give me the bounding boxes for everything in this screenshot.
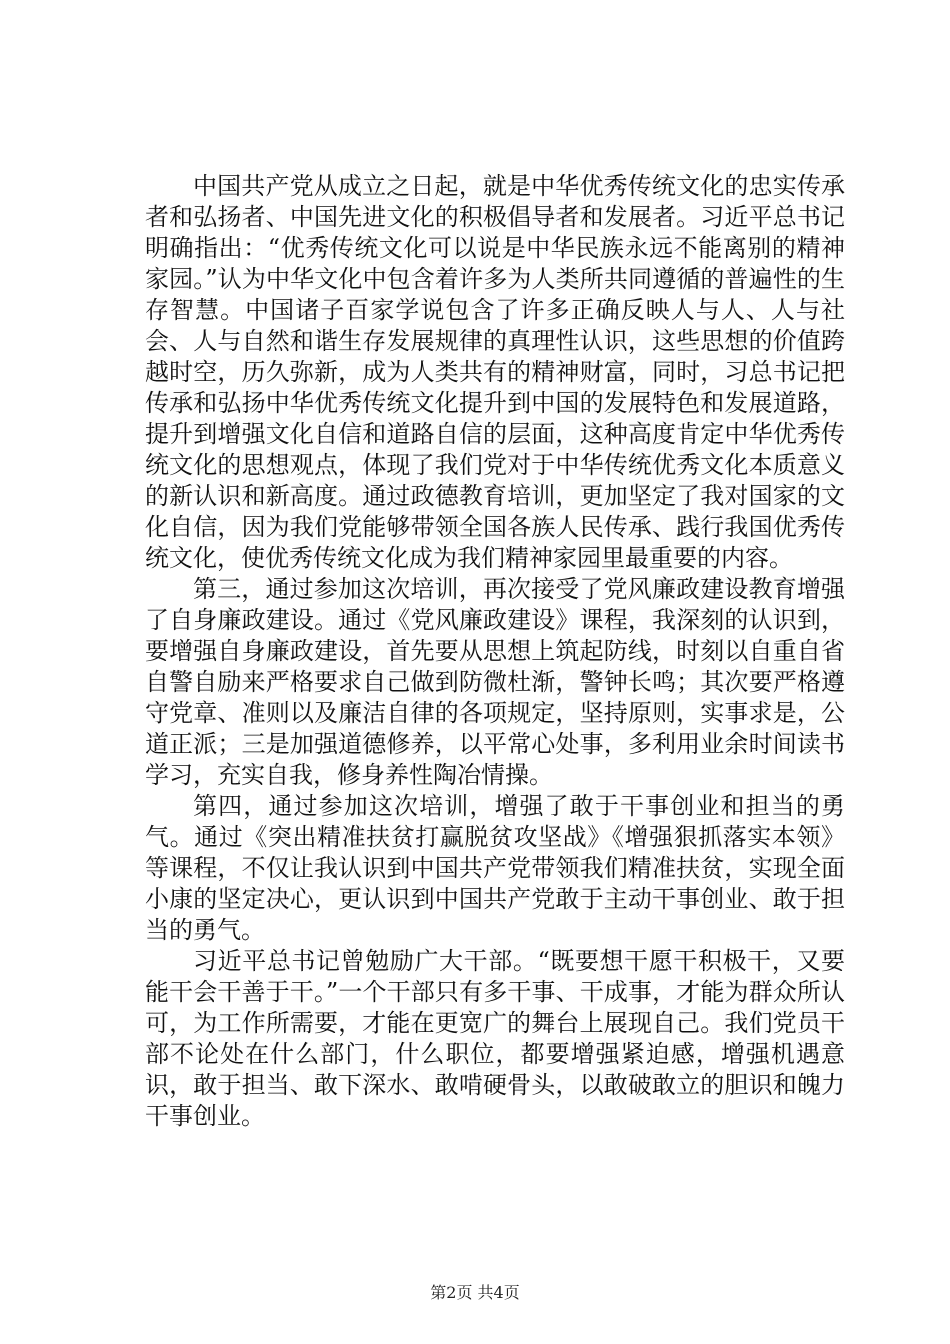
paragraph-xi-encouragement: 习近平总书记曾勉励广大干部。“既要想干愿干积极干，又要能干会干善于干。”一个干部只有多干事、干成事，才能为群众所认可，为工作所需要，才能在更宽广的舞台上展现自己。我们党员干部不论处在什么部门，什么职位，都要增强紧迫感，增强机遇意识，敢于担当、敢下深水、敢啃硬骨头，以敢破敢立的胆识和魄力干事创业。 [145, 947, 845, 1130]
document-body [145, 171, 845, 1132]
paragraph-fourth-courage: 第四，通过参加这次培训，增强了敢于干事创业和担当的勇气。通过《突出精准扶贫打赢脱贫攻坚战》《增强狠抓落实本领》等课程，不仅让我认识到中国共产党带领我们精准扶贫，实现全面小康的坚定决心，更认识到中国共产党敢于主动干事创业、敢于担当的勇气。 [145, 792, 845, 944]
paragraph-cultural-confidence: 中国共产党从成立之日起，就是中华优秀传统文化的忠实传承者和弘扬者、中国先进文化的积极倡导者和发展者。习近平总书记明确指出：“优秀传统文化可以说是中华民族永远不能离别的精神家园。”认为中华文化中包含着许多为人类所共同遵循的普遍性的生存智慧。中国诸子百家学说包含了许多正确反映人与人、人与社会、人与自然和谐生存发展规律的真理性认识，这些思想的价值跨越时空，历久弥新，成为人类共有的精神财富，同时，习总书记把传承和弘扬中华优秀传统文化提升到中国的发展特色和发展道路，提升到增强文化自信和道路自信的层面，这种高度肯定中华优秀传统文化的思想观点，体现了我们党对于中华传统优秀文化本质意义的新认识和新高度。通过政德教育培训，更加坚定了我对国家的文化自信，因为我们党能够带领全国各族人民传承、践行我国优秀传统文化，使优秀传统文化成为我们精神家园里最重要的内容。 [145, 172, 845, 572]
paragraph-third-integrity: 第三，通过参加这次培训，再次接受了党风廉政建设教育增强了自身廉政建设。通过《党风廉政建设》课程，我深刻的认识到，要增强自身廉政建设，首先要从思想上筑起防线，时刻以自重自省自警自励来严格要求自己做到防微杜渐，警钟长鸣；其次要严格遵守党章、准则以及廉洁自律的各项规定，坚持原则，实事求是，公道正派；三是加强道德修养，以平常心处事，多利用业余时间读书学习，充实自我，修身养性陶冶情操。 [145, 575, 845, 789]
page-footer: 第2页 共4页 [430, 1283, 520, 1302]
